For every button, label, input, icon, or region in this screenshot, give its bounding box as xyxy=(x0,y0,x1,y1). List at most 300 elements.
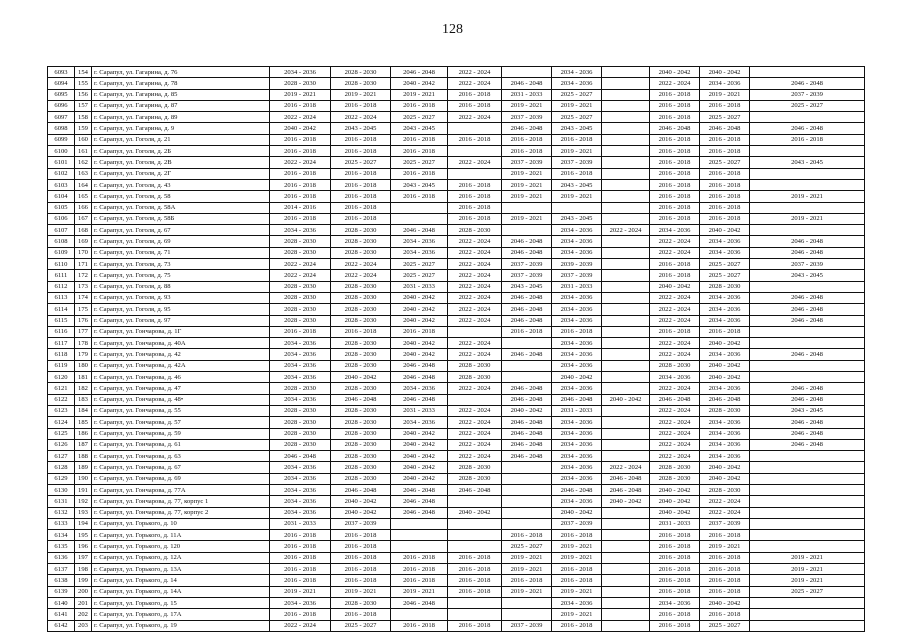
period-cell xyxy=(750,112,865,123)
period-cell: 2028 - 2030 xyxy=(448,372,502,383)
period-cell: 2028 - 2030 xyxy=(331,405,391,416)
period-cell: 2016 - 2018 xyxy=(650,552,700,563)
period-cell: 2016 - 2018 xyxy=(700,326,750,337)
period-cell: 2016 - 2018 xyxy=(270,564,331,575)
period-cell: 2022 - 2024 xyxy=(448,292,502,303)
address-cell: г. Сарапул, ул. Гоголя, д. 58А xyxy=(92,202,270,213)
period-cell xyxy=(750,507,865,518)
item-number-cell: 192 xyxy=(75,496,92,507)
address-cell: г. Сарапул, ул. Горького, д. 14 xyxy=(92,575,270,586)
period-cell: 2034 - 2036 xyxy=(270,496,331,507)
item-number-cell: 193 xyxy=(75,507,92,518)
period-cell xyxy=(602,518,650,529)
row-number-cell: 6096 xyxy=(48,100,75,111)
period-cell xyxy=(502,507,552,518)
period-cell: 2034 - 2036 xyxy=(552,292,602,303)
row-number-cell: 6104 xyxy=(48,191,75,202)
period-cell xyxy=(602,372,650,383)
period-cell: 2019 - 2021 xyxy=(552,552,602,563)
period-cell xyxy=(502,372,552,383)
period-cell: 2034 - 2036 xyxy=(270,338,331,349)
address-cell: г. Сарапул, ул. Гончарова, д. 47 xyxy=(92,383,270,394)
period-cell: 2016 - 2018 xyxy=(331,100,391,111)
period-cell: 2031 - 2033 xyxy=(552,405,602,416)
period-cell: 2040 - 2042 xyxy=(391,78,448,89)
table-row xyxy=(48,259,865,270)
table-row xyxy=(48,552,865,563)
period-cell: 2025 - 2027 xyxy=(391,259,448,270)
period-cell: 2040 - 2042 xyxy=(391,451,448,462)
item-number-cell: 164 xyxy=(75,179,92,190)
row-number-cell: 6134 xyxy=(48,530,75,541)
period-cell: 2034 - 2036 xyxy=(700,439,750,450)
period-cell: 2028 - 2030 xyxy=(331,473,391,484)
period-cell: 2028 - 2030 xyxy=(331,236,391,247)
item-number-cell: 182 xyxy=(75,383,92,394)
period-cell: 2016 - 2018 xyxy=(750,134,865,145)
period-cell: 2046 - 2048 xyxy=(750,383,865,394)
period-cell: 2025 - 2027 xyxy=(502,541,552,552)
row-number-cell: 6097 xyxy=(48,112,75,123)
table-row xyxy=(48,417,865,428)
period-cell: 2046 - 2048 xyxy=(502,383,552,394)
period-cell: 2034 - 2036 xyxy=(552,417,602,428)
period-cell: 2028 - 2030 xyxy=(270,428,331,439)
period-cell xyxy=(602,247,650,258)
address-cell: г. Сарапул, ул. Гончарова, д. 61 xyxy=(92,439,270,450)
period-cell: 2022 - 2024 xyxy=(448,270,502,281)
table-row xyxy=(48,597,865,608)
period-cell: 2043 - 2045 xyxy=(552,123,602,134)
table-row xyxy=(48,134,865,145)
address-cell: г. Сарапул, ул. Горького, д. 17А xyxy=(92,609,270,620)
table-row xyxy=(48,157,865,168)
period-cell: 2016 - 2018 xyxy=(270,168,331,179)
period-cell: 2016 - 2018 xyxy=(650,179,700,190)
period-cell: 2019 - 2021 xyxy=(552,541,602,552)
period-cell: 2016 - 2018 xyxy=(552,575,602,586)
address-cell: г. Сарапул, ул. Гоголя, д. 88 xyxy=(92,281,270,292)
row-number-cell: 6115 xyxy=(48,315,75,326)
table-row xyxy=(48,100,865,111)
period-cell: 2016 - 2018 xyxy=(391,191,448,202)
item-number-cell: 172 xyxy=(75,270,92,281)
period-cell: 2019 - 2021 xyxy=(750,191,865,202)
period-cell: 2016 - 2018 xyxy=(502,530,552,541)
period-cell xyxy=(602,405,650,416)
period-cell: 2022 - 2024 xyxy=(448,304,502,315)
period-cell: 2016 - 2018 xyxy=(270,179,331,190)
period-cell: 2016 - 2018 xyxy=(331,213,391,224)
period-cell: 2034 - 2036 xyxy=(270,462,331,473)
period-cell xyxy=(750,338,865,349)
period-cell: 2040 - 2042 xyxy=(391,349,448,360)
period-cell: 2016 - 2018 xyxy=(700,564,750,575)
item-number-cell: 169 xyxy=(75,236,92,247)
period-cell: 2037 - 2039 xyxy=(502,112,552,123)
address-cell: г. Сарапул, ул. Гагарина, д. 87 xyxy=(92,100,270,111)
period-cell xyxy=(602,326,650,337)
address-cell: г. Сарапул, ул. Гончарова, д. 57 xyxy=(92,417,270,428)
period-cell: 2019 - 2021 xyxy=(502,168,552,179)
period-cell: 2043 - 2045 xyxy=(552,213,602,224)
address-cell: г. Сарапул, ул. Гагарина, д. 78 xyxy=(92,78,270,89)
period-cell: 2016 - 2018 xyxy=(391,100,448,111)
item-number-cell: 201 xyxy=(75,597,92,608)
period-cell: 2016 - 2018 xyxy=(391,326,448,337)
row-number-cell: 6113 xyxy=(48,292,75,303)
row-number-cell: 6110 xyxy=(48,259,75,270)
period-cell: 2040 - 2042 xyxy=(650,496,700,507)
period-cell xyxy=(750,225,865,236)
period-cell: 2016 - 2018 xyxy=(650,270,700,281)
period-cell: 2022 - 2024 xyxy=(448,451,502,462)
period-cell: 2025 - 2027 xyxy=(750,100,865,111)
period-cell: 2037 - 2039 xyxy=(502,270,552,281)
period-cell xyxy=(448,609,502,620)
row-number-cell: 6135 xyxy=(48,541,75,552)
period-cell: 2034 - 2036 xyxy=(552,349,602,360)
period-cell: 2046 - 2048 xyxy=(502,123,552,134)
period-cell: 2016 - 2018 xyxy=(700,586,750,597)
item-number-cell: 175 xyxy=(75,304,92,315)
item-number-cell: 200 xyxy=(75,586,92,597)
period-cell xyxy=(750,462,865,473)
item-number-cell: 174 xyxy=(75,292,92,303)
period-cell xyxy=(750,484,865,495)
period-cell xyxy=(602,586,650,597)
housing-repair-schedule-table xyxy=(47,66,865,632)
period-cell: 2016 - 2018 xyxy=(552,326,602,337)
period-cell xyxy=(602,564,650,575)
period-cell: 2016 - 2018 xyxy=(700,530,750,541)
period-cell: 2046 - 2048 xyxy=(391,597,448,608)
period-cell: 2037 - 2039 xyxy=(552,518,602,529)
period-cell xyxy=(602,428,650,439)
period-cell: 2028 - 2030 xyxy=(270,417,331,428)
period-cell: 2022 - 2024 xyxy=(650,451,700,462)
address-cell: г. Сарапул, ул. Гоголя, д. 43 xyxy=(92,179,270,190)
row-number-cell: 6094 xyxy=(48,78,75,89)
period-cell: 2016 - 2018 xyxy=(391,146,448,157)
period-cell: 2022 - 2024 xyxy=(700,496,750,507)
period-cell: 2028 - 2030 xyxy=(270,439,331,450)
row-number-cell: 6124 xyxy=(48,417,75,428)
period-cell: 2028 - 2030 xyxy=(448,360,502,371)
period-cell: 2016 - 2018 xyxy=(331,146,391,157)
period-cell: 2016 - 2018 xyxy=(650,202,700,213)
period-cell: 2016 - 2018 xyxy=(331,168,391,179)
period-cell: 2022 - 2024 xyxy=(448,112,502,123)
period-cell xyxy=(502,518,552,529)
period-cell: 2016 - 2018 xyxy=(650,157,700,168)
period-cell xyxy=(750,360,865,371)
period-cell: 2022 - 2024 xyxy=(448,281,502,292)
period-cell xyxy=(602,157,650,168)
period-cell: 2034 - 2036 xyxy=(552,67,602,78)
period-cell: 2028 - 2030 xyxy=(331,428,391,439)
period-cell: 2040 - 2042 xyxy=(502,405,552,416)
period-cell: 2019 - 2021 xyxy=(750,575,865,586)
table-row xyxy=(48,462,865,473)
period-cell: 2028 - 2030 xyxy=(331,304,391,315)
period-cell: 2040 - 2042 xyxy=(650,484,700,495)
table-row xyxy=(48,575,865,586)
period-cell: 2016 - 2018 xyxy=(331,134,391,145)
period-cell: 2043 - 2045 xyxy=(391,179,448,190)
table-row xyxy=(48,326,865,337)
period-cell: 2040 - 2042 xyxy=(700,372,750,383)
period-cell: 2046 - 2048 xyxy=(750,428,865,439)
item-number-cell: 163 xyxy=(75,168,92,179)
period-cell: 2028 - 2030 xyxy=(270,236,331,247)
period-cell: 2016 - 2018 xyxy=(650,191,700,202)
period-cell: 2022 - 2024 xyxy=(448,417,502,428)
period-cell: 2022 - 2024 xyxy=(602,225,650,236)
period-cell: 2025 - 2027 xyxy=(700,259,750,270)
period-cell: 2034 - 2036 xyxy=(700,383,750,394)
period-cell: 2034 - 2036 xyxy=(552,304,602,315)
period-cell xyxy=(448,123,502,134)
period-cell xyxy=(602,191,650,202)
row-number-cell: 6103 xyxy=(48,179,75,190)
period-cell xyxy=(448,168,502,179)
period-cell xyxy=(602,100,650,111)
period-cell: 2019 - 2021 xyxy=(552,146,602,157)
period-cell: 2019 - 2021 xyxy=(502,586,552,597)
period-cell: 2034 - 2036 xyxy=(700,451,750,462)
period-cell: 2016 - 2018 xyxy=(650,564,700,575)
period-cell: 2028 - 2030 xyxy=(448,462,502,473)
period-cell xyxy=(750,541,865,552)
period-cell: 2028 - 2030 xyxy=(270,405,331,416)
period-cell: 2046 - 2048 xyxy=(502,78,552,89)
address-cell: г. Сарапул, ул. Горького, д. 14А xyxy=(92,586,270,597)
period-cell: 2016 - 2018 xyxy=(331,564,391,575)
period-cell xyxy=(602,67,650,78)
period-cell: 2028 - 2030 xyxy=(650,462,700,473)
period-cell: 2016 - 2018 xyxy=(700,609,750,620)
period-cell: 2016 - 2018 xyxy=(331,575,391,586)
period-cell: 2046 - 2048 xyxy=(331,484,391,495)
period-cell: 2037 - 2039 xyxy=(750,259,865,270)
table-row xyxy=(48,292,865,303)
period-cell: 2034 - 2036 xyxy=(270,597,331,608)
period-cell: 2016 - 2018 xyxy=(270,575,331,586)
period-cell xyxy=(602,292,650,303)
table-row xyxy=(48,78,865,89)
period-cell: 2016 - 2018 xyxy=(552,530,602,541)
period-cell xyxy=(391,609,448,620)
item-number-cell: 168 xyxy=(75,225,92,236)
period-cell: 2022 - 2024 xyxy=(650,315,700,326)
period-cell: 2022 - 2024 xyxy=(650,247,700,258)
period-cell: 2025 - 2027 xyxy=(331,620,391,631)
table-row xyxy=(48,405,865,416)
period-cell: 2037 - 2039 xyxy=(331,518,391,529)
table-row xyxy=(48,507,865,518)
period-cell: 2037 - 2039 xyxy=(502,157,552,168)
period-cell: 2046 - 2048 xyxy=(502,439,552,450)
address-cell: г. Сарапул, ул. Гоголя, д. 67 xyxy=(92,225,270,236)
period-cell: 2031 - 2033 xyxy=(502,89,552,100)
row-number-cell: 6112 xyxy=(48,281,75,292)
period-cell: 2037 - 2039 xyxy=(750,89,865,100)
period-cell xyxy=(602,439,650,450)
period-cell xyxy=(750,609,865,620)
period-cell: 2046 - 2048 xyxy=(750,304,865,315)
period-cell: 2043 - 2045 xyxy=(750,157,865,168)
period-cell: 2019 - 2021 xyxy=(502,191,552,202)
item-number-cell: 198 xyxy=(75,564,92,575)
period-cell: 2046 - 2048 xyxy=(750,394,865,405)
period-cell: 2019 - 2021 xyxy=(331,89,391,100)
period-cell: 2040 - 2042 xyxy=(391,292,448,303)
item-number-cell: 177 xyxy=(75,326,92,337)
period-cell: 2034 - 2036 xyxy=(700,417,750,428)
period-cell: 2046 - 2048 xyxy=(552,394,602,405)
period-cell: 2040 - 2042 xyxy=(391,439,448,450)
address-cell: г. Сарапул, ул. Гоголя, д. 21 xyxy=(92,134,270,145)
period-cell: 2022 - 2024 xyxy=(448,428,502,439)
row-number-cell: 6132 xyxy=(48,507,75,518)
period-cell: 2034 - 2036 xyxy=(552,236,602,247)
period-cell xyxy=(502,67,552,78)
table-row xyxy=(48,620,865,631)
period-cell: 2040 - 2042 xyxy=(602,394,650,405)
period-cell xyxy=(502,496,552,507)
period-cell: 2016 - 2018 xyxy=(700,100,750,111)
address-cell: г. Сарапул, ул. Горького, д. 120 xyxy=(92,541,270,552)
period-cell: 2028 - 2030 xyxy=(331,315,391,326)
period-cell: 2031 - 2033 xyxy=(391,405,448,416)
item-number-cell: 186 xyxy=(75,428,92,439)
period-cell: 2046 - 2048 xyxy=(650,123,700,134)
period-cell xyxy=(750,202,865,213)
period-cell: 2016 - 2018 xyxy=(331,609,391,620)
period-cell: 2046 - 2048 xyxy=(391,394,448,405)
period-cell: 2034 - 2036 xyxy=(270,372,331,383)
period-cell: 2022 - 2024 xyxy=(448,247,502,258)
period-cell: 2034 - 2036 xyxy=(552,315,602,326)
row-number-cell: 6140 xyxy=(48,597,75,608)
period-cell: 2028 - 2030 xyxy=(331,439,391,450)
period-cell: 2019 - 2021 xyxy=(270,586,331,597)
period-cell: 2016 - 2018 xyxy=(650,530,700,541)
period-cell: 2022 - 2024 xyxy=(602,462,650,473)
item-number-cell: 199 xyxy=(75,575,92,586)
item-number-cell: 158 xyxy=(75,112,92,123)
item-number-cell: 167 xyxy=(75,213,92,224)
period-cell: 2028 - 2030 xyxy=(331,360,391,371)
period-cell: 2016 - 2018 xyxy=(448,202,502,213)
period-cell: 2022 - 2024 xyxy=(448,236,502,247)
period-cell xyxy=(602,134,650,145)
period-cell: 2016 - 2018 xyxy=(650,586,700,597)
row-number-cell: 6116 xyxy=(48,326,75,337)
period-cell: 2016 - 2018 xyxy=(700,146,750,157)
period-cell: 2016 - 2018 xyxy=(270,326,331,337)
item-number-cell: 194 xyxy=(75,518,92,529)
period-cell xyxy=(602,507,650,518)
table-row xyxy=(48,439,865,450)
address-cell: г. Сарапул, ул. Гоголя, д. 58Б xyxy=(92,213,270,224)
period-cell: 2046 - 2048 xyxy=(552,484,602,495)
period-cell xyxy=(602,146,650,157)
item-number-cell: 173 xyxy=(75,281,92,292)
row-number-cell: 6099 xyxy=(48,134,75,145)
period-cell xyxy=(602,552,650,563)
period-cell: 2022 - 2024 xyxy=(650,292,700,303)
period-cell: 2037 - 2039 xyxy=(502,620,552,631)
address-cell: г. Сарапул, ул. Гончарова, д. 42А xyxy=(92,360,270,371)
period-cell: 2046 - 2048 xyxy=(331,394,391,405)
period-cell: 2016 - 2018 xyxy=(448,89,502,100)
period-cell: 2034 - 2036 xyxy=(270,360,331,371)
period-cell xyxy=(391,202,448,213)
page-number: 128 xyxy=(442,22,463,37)
period-cell: 2034 - 2036 xyxy=(270,484,331,495)
period-cell: 2016 - 2018 xyxy=(700,202,750,213)
period-cell: 2034 - 2036 xyxy=(552,451,602,462)
item-number-cell: 187 xyxy=(75,439,92,450)
item-number-cell: 188 xyxy=(75,451,92,462)
period-cell: 2025 - 2027 xyxy=(700,112,750,123)
period-cell: 2034 - 2036 xyxy=(552,338,602,349)
table-row xyxy=(48,179,865,190)
period-cell: 2016 - 2018 xyxy=(650,541,700,552)
period-cell: 2046 - 2048 xyxy=(502,417,552,428)
table-row xyxy=(48,609,865,620)
period-cell: 2022 - 2024 xyxy=(448,439,502,450)
period-cell: 2034 - 2036 xyxy=(700,428,750,439)
item-number-cell: 178 xyxy=(75,338,92,349)
address-cell: г. Сарапул, ул. Гончарова, д. 42 xyxy=(92,349,270,360)
period-cell xyxy=(602,383,650,394)
item-number-cell: 156 xyxy=(75,89,92,100)
period-cell: 2046 - 2048 xyxy=(502,451,552,462)
period-cell: 2046 - 2048 xyxy=(750,247,865,258)
period-cell: 2016 - 2018 xyxy=(448,179,502,190)
period-cell: 2028 - 2030 xyxy=(270,315,331,326)
period-cell: 2019 - 2021 xyxy=(552,191,602,202)
row-number-cell: 6106 xyxy=(48,213,75,224)
period-cell: 2046 - 2048 xyxy=(750,349,865,360)
period-cell: 2028 - 2030 xyxy=(331,292,391,303)
period-cell: 2016 - 2018 xyxy=(331,541,391,552)
period-cell: 2016 - 2018 xyxy=(502,146,552,157)
period-cell: 2025 - 2027 xyxy=(552,112,602,123)
period-cell: 2016 - 2018 xyxy=(270,609,331,620)
table-row xyxy=(48,315,865,326)
row-number-cell: 6123 xyxy=(48,405,75,416)
row-number-cell: 6138 xyxy=(48,575,75,586)
period-cell: 2046 - 2048 xyxy=(391,67,448,78)
address-cell: г. Сарапул, ул. Гончарова, д. 67 xyxy=(92,462,270,473)
period-cell: 2031 - 2033 xyxy=(270,518,331,529)
period-cell xyxy=(602,530,650,541)
period-cell: 2019 - 2021 xyxy=(331,586,391,597)
address-cell: г. Сарапул, ул. Гончарова, д. 1Г xyxy=(92,326,270,337)
period-cell: 2022 - 2024 xyxy=(448,67,502,78)
period-cell: 2043 - 2045 xyxy=(750,270,865,281)
period-cell: 2034 - 2036 xyxy=(270,394,331,405)
period-cell: 2016 - 2018 xyxy=(448,564,502,575)
period-cell: 2034 - 2036 xyxy=(270,507,331,518)
period-cell xyxy=(602,609,650,620)
period-cell: 2019 - 2021 xyxy=(502,213,552,224)
period-cell: 2016 - 2018 xyxy=(331,202,391,213)
